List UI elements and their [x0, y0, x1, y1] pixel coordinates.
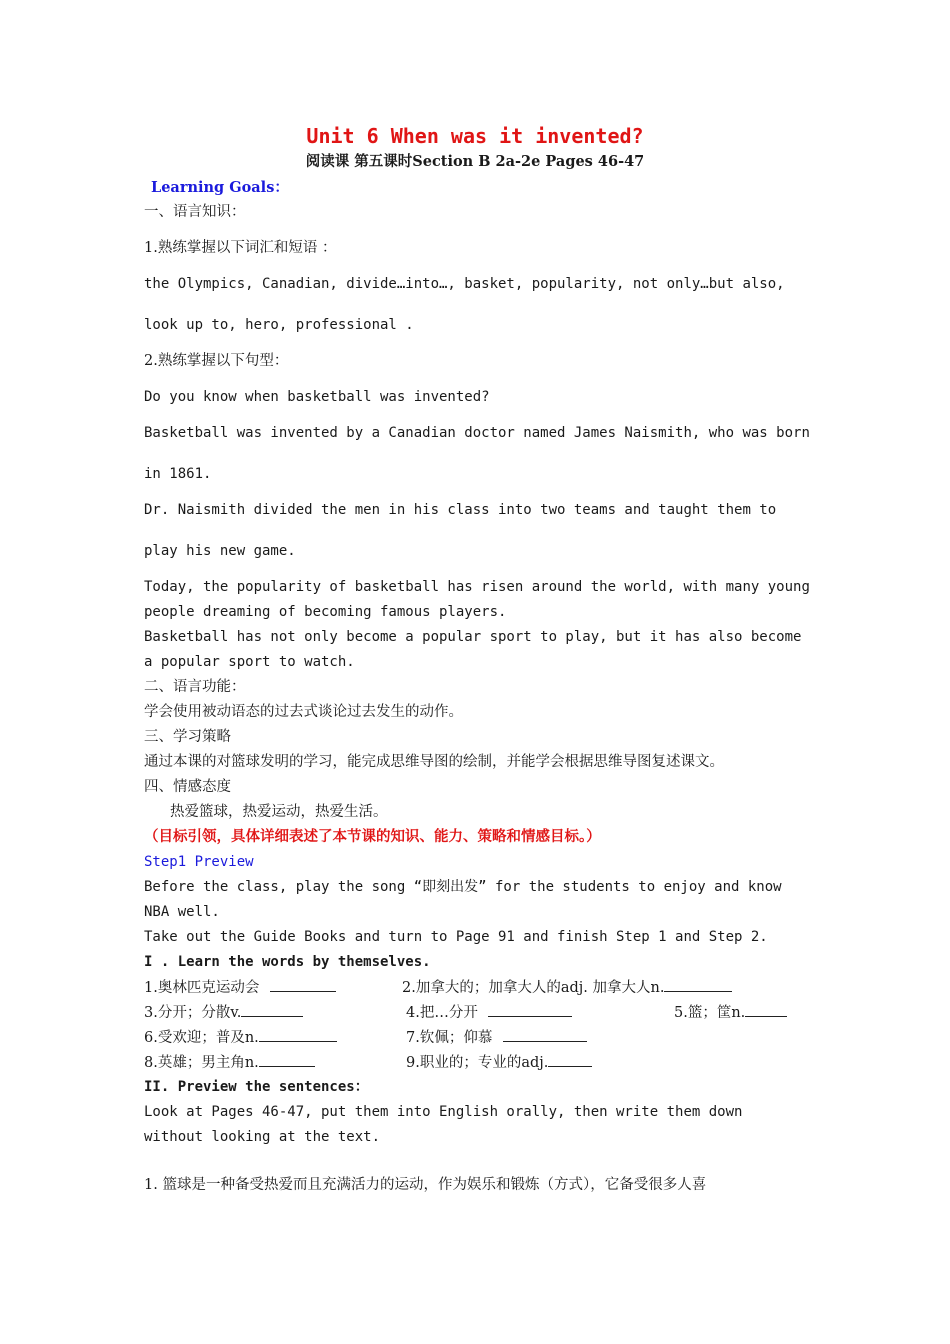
learning-goals-heading: Learning Goals：	[151, 179, 289, 196]
sentence-5a: Basketball has not only become a popular sport to play, but it has also become	[144, 629, 802, 645]
part2-line-a: Look at Pages 46-47, put them into English orally, then write them down	[144, 1104, 743, 1120]
answer-blank[interactable]	[270, 977, 336, 992]
step1-line-c: Take out the Guide Books and turn to Page 91 and finish Step 1 and Step 2.	[144, 929, 768, 945]
answer-blank[interactable]	[488, 1002, 572, 1017]
item-sentences: 2.熟练掌握以下句型：	[144, 353, 289, 369]
section-strategy: 三、学习策略	[144, 729, 231, 745]
part2-heading: II. Preview the sentences：	[144, 1079, 369, 1095]
word-item-3: 3.分开；分散v.	[144, 1002, 303, 1023]
section-attitude: 四、情感态度	[144, 779, 231, 795]
sentence-5b: a popular sport to watch.	[144, 654, 355, 670]
step1-heading: Step1 Preview	[144, 854, 254, 870]
answer-blank[interactable]	[259, 1027, 337, 1042]
step1-line-a: Before the class, play the song “即刻出发” for the students to enjoy and know	[144, 879, 782, 895]
word-item-6: 6.受欢迎；普及n.	[144, 1027, 337, 1048]
sentence-1: Do you know when basketball was invented?	[144, 389, 490, 405]
word-item-7: 7.钦佩；仰慕	[406, 1027, 587, 1048]
sentence-2a: Basketball was invented by a Canadian doctor named James Naismith, who was born	[144, 425, 810, 441]
word-item-5: 5.篮；筐n.	[674, 1002, 787, 1023]
vocab-line-2: look up to, hero, professional .	[144, 317, 414, 333]
vocab-line-1: the Olympics, Canadian, divide…into…, basket, popularity, not only…but also,	[144, 276, 785, 292]
word-item-1: 1.奥林匹克运动会	[144, 977, 336, 998]
section-language-knowledge: 一、语言知识：	[144, 204, 246, 220]
answer-blank[interactable]	[548, 1052, 592, 1067]
answer-blank[interactable]	[259, 1052, 315, 1067]
section-attitude-text: 热爱篮球，热爱运动，热爱生活。	[170, 804, 388, 820]
word-item-9: 9.职业的；专业的adj.	[406, 1052, 592, 1073]
teacher-note: （目标引领，具体详细表述了本节课的知识、能力、策略和情感目标。）	[144, 828, 601, 845]
word-item-8: 8.英雄；男主角n.	[144, 1052, 315, 1073]
section-strategy-text: 通过本课的对篮球发明的学习，能完成思维导图的绘制，并能学会根据思维导图复述课文。	[144, 754, 724, 770]
page-title: Unit 6 When was it invented?	[306, 124, 644, 148]
step1-line-b: NBA well.	[144, 904, 220, 920]
question-1: 1. 篮球是一种备受热爱而且充满活力的运动，作为娱乐和锻炼（方式），它备受很多人喜	[144, 1177, 707, 1193]
part1-heading: I . Learn the words by themselves.	[144, 954, 431, 970]
answer-blank[interactable]	[745, 1002, 787, 1017]
section-language-function-text: 学会使用被动语态的过去式谈论过去发生的动作。	[144, 704, 463, 720]
page-subtitle: 阅读课 第五课时Section B 2a-2e Pages 46-47	[305, 153, 645, 170]
word-item-4: 4.把…分开	[406, 1002, 572, 1023]
item-vocabulary: 1.熟练掌握以下词汇和短语 ：	[144, 240, 337, 256]
answer-blank[interactable]	[241, 1002, 303, 1017]
part2-line-b: without looking at the text.	[144, 1129, 381, 1145]
sentence-4b: people dreaming of becoming famous players.	[144, 604, 507, 620]
sentence-3a: Dr. Naismith divided the men in his class into two teams and taught them to	[144, 502, 777, 518]
sentence-3b: play his new game.	[144, 543, 296, 559]
sentence-4a: Today, the popularity of basketball has risen around the world, with many young	[144, 579, 810, 595]
word-item-2: 2.加拿大的；加拿大人的adj. 加拿大人n.	[402, 977, 732, 998]
sentence-2b: in 1861.	[144, 466, 212, 482]
answer-blank[interactable]	[503, 1027, 587, 1042]
answer-blank[interactable]	[664, 977, 732, 992]
section-language-function: 二、语言功能：	[144, 679, 246, 695]
